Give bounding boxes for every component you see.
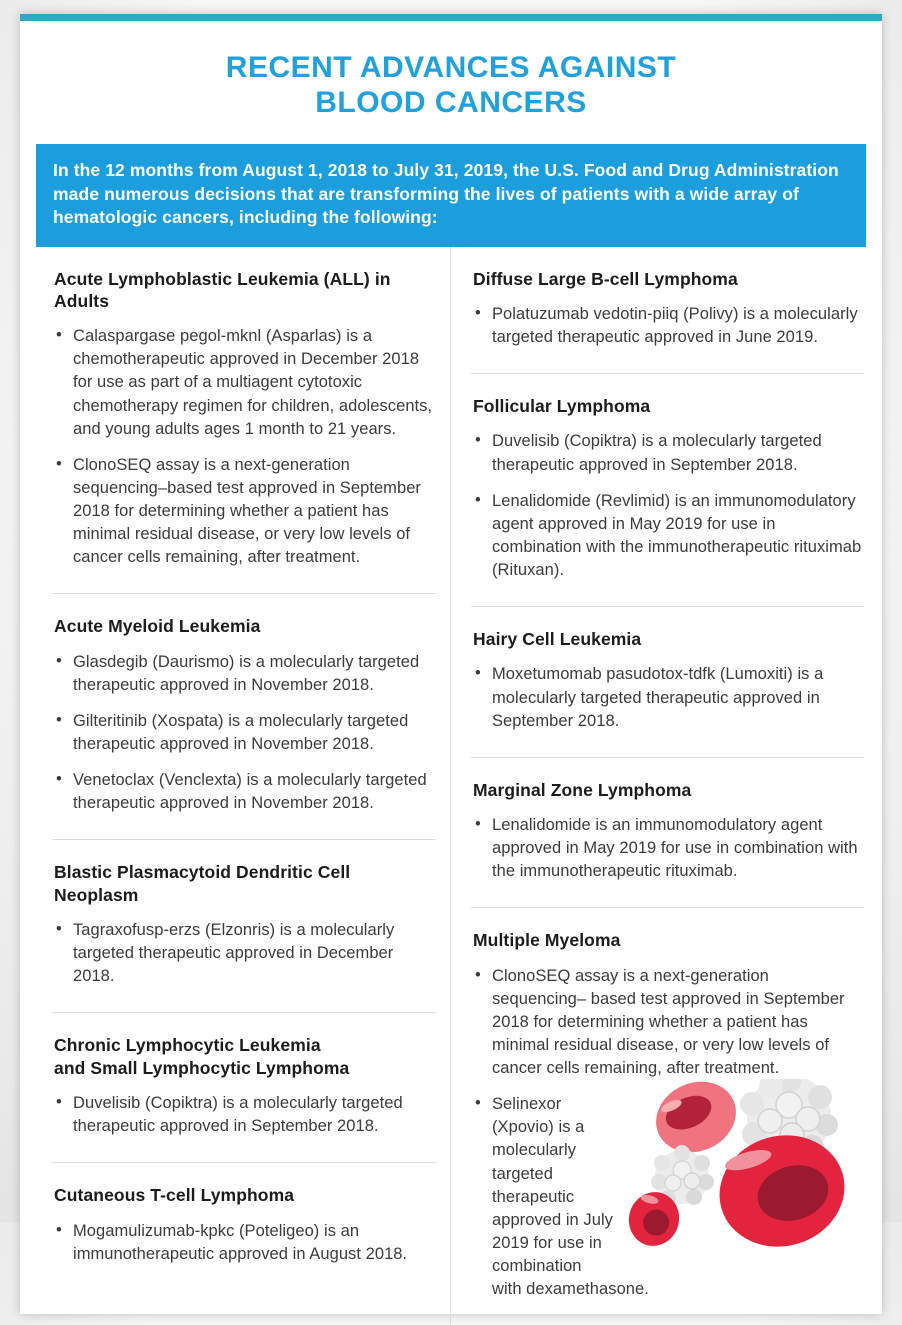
- bullet-item: • Polatuzumab vedotin-piiq (Polivy) is a molecularly targeted therapeutic approved in June 2019.: [473, 303, 862, 349]
- title-line-2: BLOOD CANCERS: [315, 86, 587, 119]
- disease-section: [52, 1162, 436, 1290]
- bullet-item: • Venetoclax (Venclexta) is a molecularly targeted therapeutic approved in November 2018.: [54, 769, 434, 815]
- section-heading: Acute Myeloid Leukemia: [54, 615, 434, 637]
- disease-section: [52, 247, 436, 594]
- bullet-item: • Glasdegib (Daurismo) is a molecularly targeted therapeutic approved in November 2018.: [54, 651, 434, 697]
- bullet-list: [54, 1092, 434, 1138]
- disease-section: [52, 839, 436, 1012]
- section-heading: Diffuse Large B-cell Lymphoma: [473, 268, 862, 290]
- bullet-list: [473, 965, 862, 1301]
- bullet-item: • Tagraxofusp-erzs (Elzonris) is a molecularly targeted therapeutic approved in December 2018.: [54, 919, 434, 988]
- section-heading: Acute Lymphoblastic Leukemia (ALL) in Adults: [54, 268, 434, 313]
- bullet-item: • Moxetumomab pasudotox-tdfk (Lumoxiti) is a molecularly targeted therapeutic approved in September 2018.: [473, 663, 862, 732]
- section-heading: Multiple Myeloma: [473, 929, 862, 951]
- bullet-item: • ClonoSEQ assay is a next-generation sequencing– based test approved in September 2018 for determining whether a patient has minimal residual disease, or very low levels of cancer cells remaining, after treatment.: [473, 965, 862, 1080]
- bullet-list: [473, 814, 862, 883]
- section-heading: Marginal Zone Lymphoma: [473, 779, 862, 801]
- disease-section: [52, 593, 436, 839]
- section-heading: Blastic Plasmacytoid Dendritic Cell Neoplasm: [54, 861, 434, 906]
- disease-section: [471, 907, 864, 1325]
- disease-section: [471, 606, 864, 757]
- bullet-list: [54, 325, 434, 569]
- disease-section: [471, 757, 864, 908]
- bullet-list: [54, 919, 434, 988]
- title-line-1: RECENT ADVANCES AGAINST: [226, 51, 676, 84]
- disease-section: [471, 373, 864, 606]
- bullet-list: [473, 303, 862, 349]
- bullet-item: • Gilteritinib (Xospata) is a molecularly targeted therapeutic approved in November 2018.: [54, 710, 434, 756]
- two-column-content: [36, 247, 866, 1325]
- page-title: [20, 21, 882, 144]
- bullet-item: • Duvelisib (Copiktra) is a molecularly targeted therapeutic approved in September 2018.: [54, 1092, 434, 1138]
- intro-banner: [36, 144, 866, 246]
- bullet-item: • ClonoSEQ assay is a next-generation sequencing–based test approved in September 2018 for determining whether a patient has minimal residual disease, or very low levels of cancer cells remaining, after treatment.: [54, 454, 434, 569]
- disease-section: [471, 247, 864, 374]
- section-heading: Cutaneous T-cell Lymphoma: [54, 1184, 434, 1206]
- bullet-list: [473, 430, 862, 582]
- section-heading: Follicular Lymphoma: [473, 395, 862, 417]
- bullet-item: • Calaspargase pegol-mknl (Asparlas) is a chemotherapeutic approved in December 2018 for use as part of a multiagent cytotoxic chemotherapy regimen for children, adolescents, and young adults ages 1 month to 21 years.: [54, 325, 434, 440]
- top-accent-bar: [20, 14, 882, 21]
- section-heading: Hairy Cell Leukemia: [473, 628, 862, 650]
- bullet-item: • Lenalidomide (Revlimid) is an immunomodulatory agent approved in May 2019 for use in combination with the immunotherapeutic rituximab (Rituxan).: [473, 490, 862, 582]
- bullet-list: [54, 651, 434, 816]
- bullet-list: [54, 1220, 434, 1266]
- bullet-item: • Mogamulizumab-kpkc (Poteligeo) is an immunotherapeutic approved in August 2018.: [54, 1220, 434, 1266]
- disease-section: [52, 1012, 436, 1162]
- bullet-item: • Duvelisib (Copiktra) is a molecularly targeted therapeutic approved in September 2018.: [473, 430, 862, 476]
- infographic-card: [20, 14, 882, 1314]
- left-column: [36, 247, 451, 1325]
- bullet-item: • Lenalidomide is an immunomodulatory agent approved in May 2019 for use in combination with the immunotherapeutic rituximab.: [473, 814, 862, 883]
- right-column: [451, 247, 866, 1325]
- bullet-list: [473, 663, 862, 732]
- section-heading: Chronic Lymphocytic Leukemia and Small Lymphocytic Lymphoma: [54, 1034, 434, 1079]
- bullet-item: • Selinexor (Xpovio) is a molecularly targeted therapeutic approved in July 2019 for use in combination with dexamethasone.: [473, 1093, 862, 1301]
- intro-text: In the 12 months from August 1, 2018 to July 31, 2019, the U.S. Food and Drug Administration made numerous decisions that are transforming the lives of patients with a wide array of hematologic cancers, including the following:: [53, 159, 849, 229]
